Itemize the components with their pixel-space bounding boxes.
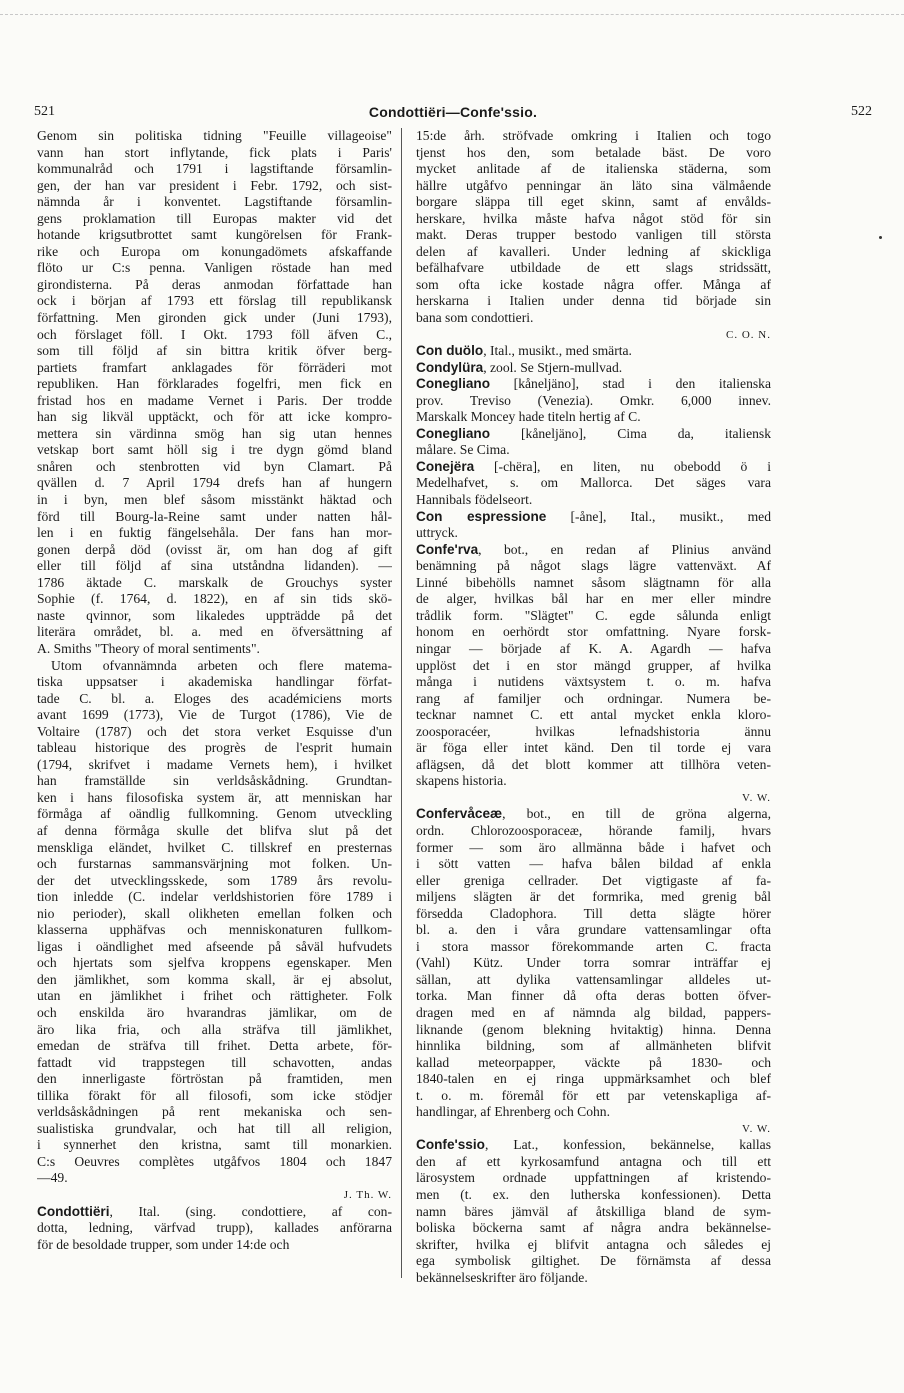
right-text-line: Condylüra, zool. Se Stjern-mullvad. xyxy=(416,359,623,375)
left-text-line: mettera sin värdinna smög han sig utan hennes xyxy=(37,425,392,441)
left-text-line: Voltaire (1787) och det stora verket Esquisse d'un xyxy=(37,723,392,739)
left-text-line: avant 1699 (1773), Vie de Turgot (1786), Vie de xyxy=(37,707,392,723)
right-text-line: bana som condottieri. xyxy=(416,310,534,326)
right-text-line: dragen med en af nämnda alg bildad, pappers- xyxy=(416,1004,771,1020)
left-text-line: emedan de sträfva till frihet. Detta arbete, för- xyxy=(37,1038,392,1054)
page-number-right: 522 xyxy=(851,104,872,119)
left-text-line: ken i hans filosofiska system är, att menniskan har xyxy=(37,789,392,805)
left-text-line: af denna förmåga skulle det blifva slut på det xyxy=(37,822,392,838)
left-column xyxy=(37,128,392,1253)
left-text-line: —49. xyxy=(37,1170,68,1186)
left-text-line: författning. Men gironden gick under (Juni 1793), xyxy=(37,310,392,326)
left-text-line: äro lika fria, och alla sträfva till jämlikhet, xyxy=(37,1021,392,1037)
left-text-line: (1794, skrifvet i madame Vernets hem), i hvilket xyxy=(37,756,392,772)
left-text-line: ock i början af 1793 ett förslag till republikansk xyxy=(37,293,392,309)
left-text-line: Condottiëri, Ital. (sing. condottiere, af con- xyxy=(37,1203,392,1219)
left-text-line: Genom sin politiska tidning "Feuille villageoise" xyxy=(37,128,392,143)
right-text-line: aflägsen, då det blott kommer att tillhöra veten- xyxy=(416,756,771,772)
right-text-line: 1840-talen en ej ringa uppmärksamhet och blef xyxy=(416,1071,771,1087)
left-text-line: kommunalråd och 1791 i lagstiftande församlin- xyxy=(37,161,392,177)
left-text-line: literära området, bl. a. med en öfversättning af xyxy=(37,624,392,640)
right-text-line: Confe'ssio, Lat., konfession, bekännelse, kallas xyxy=(416,1137,771,1153)
left-text-line: A. Smiths "Theory of moral sentiments". xyxy=(37,640,260,656)
left-text-line: qvällen d. 7 April 1794 drefs han af hungern xyxy=(37,475,392,491)
right-text-line: mycket anlitade af de italienska städerna, som xyxy=(416,161,771,177)
right-text-line: Con duölo, Ital., musikt., med smärta. xyxy=(416,343,632,359)
left-text-line: Utom ofvannämnda arbeten och flere matema- xyxy=(51,657,392,673)
left-text-line: klasserna upphäfvas och menniskonaturen fullkom- xyxy=(37,922,392,938)
right-text-line: Con espressione [-åne], Ital., musikt., med xyxy=(416,508,771,524)
left-text-line: tiska uppsatser i akademiska handlingar förfat- xyxy=(37,674,392,690)
right-text-line: Confervåceæ, bot., en till de gröna algerna, xyxy=(416,806,771,822)
right-text-line: hinnlika bildning, som af allmänheten blifvit xyxy=(416,1038,771,1054)
right-text-line: Hannibals födelseort. xyxy=(416,492,533,508)
right-column xyxy=(416,128,771,1286)
left-text-line: tade C. bl. a. Eloges des académiciens morts xyxy=(37,690,392,706)
right-text-line: försedda Cladophora. Till detta slägte hörer xyxy=(416,905,771,921)
left-text-line: fattadt vid trappstegen till schavotten, andas xyxy=(37,1054,392,1070)
left-text-line: sualistiska grundvalar, och hat till all religion, xyxy=(37,1120,392,1136)
left-text-line: republiken. Han förklarades fogelfri, men fick en xyxy=(37,376,392,392)
left-text-line: len i en fuktig fängelsehåla. Der fans han mor- xyxy=(37,525,392,541)
left-text-line: och hjertats som sjelfva kroppens egenskaper. Men xyxy=(37,955,392,971)
right-text-line: prov. Treviso (Venezia). Omkr. 6,000 innev. xyxy=(416,392,771,408)
right-text-line: skrifter, hvilka ej blifvit antagna och således ej xyxy=(416,1236,771,1252)
right-text-line: målare. Se Cima. xyxy=(416,442,510,458)
right-text-line: i stora massor förekommande arten C. fracta xyxy=(416,938,771,954)
left-text-line: utan en jämlikhet i frihet och rättigheter. Folk xyxy=(37,988,392,1004)
right-text-line: makt. Deras trupper bestodo vanligen till största xyxy=(416,227,771,243)
left-text-line: i synnerhet den kristna, samt till monarkien. xyxy=(37,1137,392,1153)
right-text-line: tjenst hos den, som betalade bäst. De voro xyxy=(416,144,771,160)
right-text-line: liknande (genom blekning hvitaktig) hinna. Denna xyxy=(416,1021,771,1037)
right-text-line: (Vahl) Kütz. Under torra somrar inträffar ej xyxy=(416,955,771,971)
left-text-line: och furstarnas sammansvärjning mot folken. Un- xyxy=(37,856,392,872)
right-text-line: befälhafvare utbildade de ett slags stridssätt, xyxy=(416,260,771,276)
column-divider xyxy=(401,128,402,1278)
right-text-line: kallad meteorpapper, väckte på 1830- och xyxy=(416,1054,771,1070)
right-text-line: lärosystem ordnade uppfattningen af kristendo- xyxy=(416,1170,771,1186)
left-text-line: menskliga eländet, hvilket C. tillskref en presternas xyxy=(37,839,392,855)
right-text-line: Linné bibehölls namnet såsom slägtnamn för alla xyxy=(416,574,771,590)
right-text-line: 15:de årh. ströfvade omkring i Italien och togo xyxy=(416,128,771,143)
left-text-line: vetskap bort samt höll sig i tre dygn gömd bland xyxy=(37,442,392,458)
right-text-line: miljens slägten är det formrika, med grenig bål xyxy=(416,889,771,905)
left-text-line: han sig likväl upptäckt, och för att icke kompro- xyxy=(37,409,392,425)
left-text-line: dotta, ledning, värfvad trupp), kallades anförarna xyxy=(37,1220,392,1236)
left-text-line: förmåga af oändlig fullkomning. Genom utveckling xyxy=(37,806,392,822)
right-text-line: t. o. m. föremål för ett par vetenskapliga af- xyxy=(416,1087,771,1103)
right-text-line: handlingar, af Ehrenberg och Cohn. xyxy=(416,1104,610,1120)
left-text-line: in i byn, men blef såsom misstänkt häktad och xyxy=(37,492,392,508)
page-header xyxy=(34,104,872,126)
right-text-line: bekännelseskrifter äro följande. xyxy=(416,1269,588,1285)
right-text-line: uttryck. xyxy=(416,525,458,541)
left-text-line: för de besoldade trupper, som under 14:de och xyxy=(37,1236,290,1252)
left-text-line: vann han stort inflytande, fick plats i Paris' xyxy=(37,144,392,160)
left-text-line: den jämlikhet, som komma skall, är ej absolut, xyxy=(37,971,392,987)
left-text-line: tillika förakt för all filosofi, som icke stödjer xyxy=(37,1087,392,1103)
right-text-line: många i nutidens växtsystem t. o. m. hafva xyxy=(416,674,771,690)
right-text-line: Conejëra [-chëra], en liten, nu obebodd ö i xyxy=(416,458,771,474)
left-text-line: Sophie (f. 1764, d. 1822), en af sin tids skö- xyxy=(37,591,392,607)
right-text-line: ordn. Chlorozoosporaceæ, hörande familj, hvars xyxy=(416,822,771,838)
right-text-line: tecknar namnet C. ett antal mycket enkla kloro- xyxy=(416,707,771,723)
left-text-line: eller till följd af sina utståndna lidanden). — xyxy=(37,558,392,574)
right-text-line: Confe'rva, bot., en redan af Plinius använd xyxy=(416,541,771,557)
right-text-line: benämning på något slags lägre vattenväxt. Af xyxy=(416,558,771,574)
right-text-line: i sött vatten — hafva bålen bildad af enkla xyxy=(416,856,771,872)
right-text-line: honom en oerhördt stor omfattning. Nyare forsk- xyxy=(416,624,771,640)
left-text-line: tion inledde (C. indelar verldshistorien före 1789 i xyxy=(37,889,392,905)
right-text-line: eller greniga cellrader. Det vigtigaste af fa- xyxy=(416,872,771,888)
right-text-line: bl. a. den i våra grundare vattensamlingar ofta xyxy=(416,922,771,938)
right-text-line: Medelhafvet, s. om Mallorca. Det säges vara xyxy=(416,475,771,491)
right-text-line: skapens historia. xyxy=(416,773,507,789)
right-text-line: trådlik form. "Slägtet" C. egde sålunda enligt xyxy=(416,607,771,623)
page-number-left: 521 xyxy=(34,104,55,119)
right-text-line: ega symbolisk giltighet. De förnämsta af dessa xyxy=(416,1253,771,1269)
left-text-line: der det utvecklingsskede, som 1789 års revolu- xyxy=(37,872,392,888)
left-text-line: naste qvinnor, som likaledes uppträdde på det xyxy=(37,607,392,623)
left-text-line: snåren och stenbrotten vid byn Clamart. På xyxy=(37,458,392,474)
right-text-line: zoosporacéer, hvilkas lefnadshistoria ännu xyxy=(416,723,771,739)
left-text-line: som till följd af sin bittra kritik öfver berg- xyxy=(37,343,392,359)
left-text-line: flöto ur C:s penna. Vanligen röstade han med xyxy=(37,260,392,276)
left-text-line: förd till Bourg-la-Reine samt under natten hål- xyxy=(37,508,392,524)
left-text-line: tableau historique des progrès de l'esprit humain xyxy=(37,740,392,756)
left-text-line: gen, der han var president i Febr. 1792, och sist- xyxy=(37,177,392,193)
top-margin-rule xyxy=(0,14,904,15)
right-text-line: men (t. ex. den lutherska konfessionen). Detta xyxy=(416,1187,771,1202)
left-text-line: och enskilda äro hvarandras jämlikar, om de xyxy=(37,1004,392,1020)
right-text-line: C. O. N. xyxy=(726,328,771,341)
right-text-line: herskare, hvilka måste hafva något stöd för sin xyxy=(416,210,771,226)
left-text-line: girondisterna. På deras anmodan författade han xyxy=(37,276,392,292)
left-text-line: partiets framfart anklagades för förräderi mot xyxy=(37,359,392,375)
right-text-line: Conegliano [kåneljäno], stad i den italienska xyxy=(416,376,771,392)
left-text-line: och förslaget föll. I Okt. 1793 föll äfven C., xyxy=(37,326,392,342)
left-text-line: 1786 äktade C. marskalk de Grouchys syster xyxy=(37,574,392,590)
left-text-line: gonen derpå död (ovisst är, om han dog af gift xyxy=(37,541,392,557)
running-title: Condottiëri—Confe'ssio. xyxy=(368,104,538,120)
right-text-line: sällan, att dylika vattensamlingar alldeles ut- xyxy=(416,971,771,987)
right-text-line: torka. Man finner då ofta deras botten öfver- xyxy=(416,988,771,1004)
left-text-line: fristad hos en madame Vernet i Paris. Der trodde xyxy=(37,392,392,408)
right-text-line: namn bäres jämväl af åtskilliga bland de sym- xyxy=(416,1203,771,1219)
left-text-line: gens proklamation till Europas makter vid det xyxy=(37,210,392,226)
right-text-line: V. W. xyxy=(742,791,771,804)
margin-mark xyxy=(879,236,882,239)
right-text-line: hällre utgåfvo penningar än läto sina välmående xyxy=(416,177,771,193)
left-text-line: nio perioder), skall olikheten emellan folken och xyxy=(37,905,392,921)
right-text-line: Marskalk Moncey hade titeln hertig af C. xyxy=(416,409,641,425)
right-text-line: den af ett kyrkosamfund antagna och till ett xyxy=(416,1153,771,1169)
right-text-line: ningar — började af K. A. Agardh — hafva xyxy=(416,640,771,656)
right-text-line: V. W. xyxy=(742,1122,771,1135)
left-text-line: verldsåskådningen på rent mekaniska och sen- xyxy=(37,1104,392,1120)
left-text-line: nämnda år i konventet. Lagstiftande församlin- xyxy=(37,194,392,210)
right-text-line: som ofta icke kostade några offer. Många af xyxy=(416,276,771,292)
right-text-line: delen af kavalleri. Under ledning af skickliga xyxy=(416,243,771,259)
left-text-line: den innerligaste förtröstan på framtiden, men xyxy=(37,1071,392,1087)
right-text-line: boliska böckerna samt af några andra bekännelse- xyxy=(416,1220,771,1236)
right-text-line: upplöst det i en stor mängd grupper, af hvilka xyxy=(416,657,771,673)
right-text-line: Conegliano [kåneljäno], Cima da, italiensk xyxy=(416,425,771,441)
left-text-line: rike och Europa om konungadömets afskaffande xyxy=(37,243,392,259)
right-text-line: är föga eller intet känd. Den til torde ej vara xyxy=(416,740,771,756)
left-text-line: J. Th. W. xyxy=(343,1189,392,1201)
left-text-line: hotande krigsutbrottet samt kungörelsen för Frank- xyxy=(37,227,392,243)
right-text-line: de alger, hvilkas bål har en mer eller mindre xyxy=(416,591,771,607)
right-text-line: herskarna i Italien under denna tid började sin xyxy=(416,293,771,309)
left-text-line: han framställde sin verldsåskådning. Grundtan- xyxy=(37,773,392,789)
right-text-line: borgare släppa till eget skinn, samt af envålds- xyxy=(416,194,771,210)
right-text-line: former — som äro allmänna både i hafvet och xyxy=(416,839,771,855)
left-text-line: ligas i oändlighet med afseende på såväl hufvudets xyxy=(37,938,392,954)
right-text-line: rang af familjer och ordningar. Numera be- xyxy=(416,690,771,706)
left-text-line: C:s Oeuvres complètes utgåfvos 1804 och 1847 xyxy=(37,1153,392,1169)
